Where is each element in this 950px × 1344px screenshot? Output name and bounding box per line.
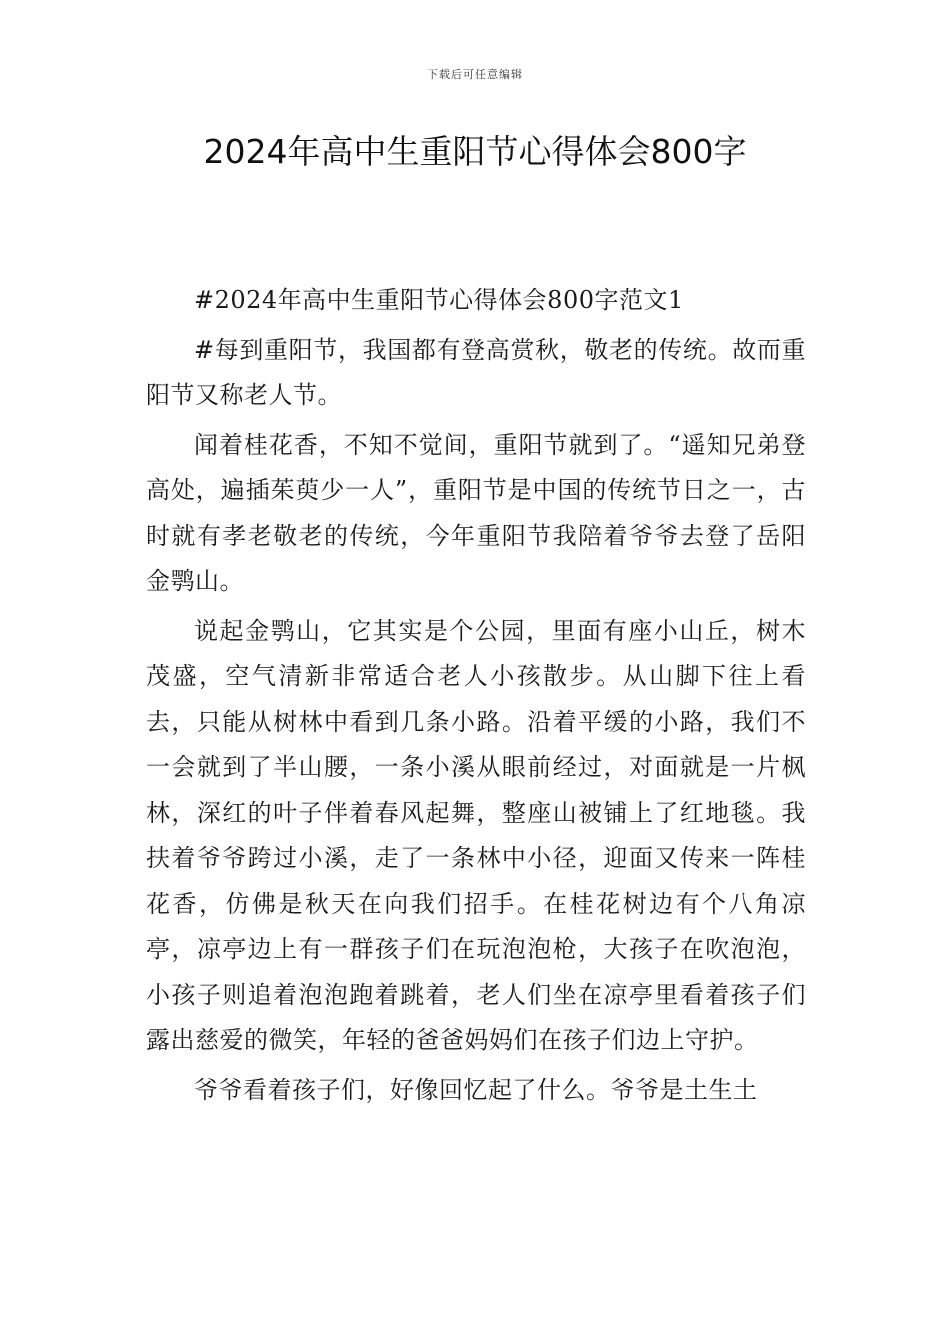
- header-note: 下载后可任意编辑: [427, 68, 523, 81]
- document-title: 2024年高中生重阳节心得体会800字: [203, 132, 747, 171]
- paragraph: #每到重阳节，我国都有登高赏秋，敬老的传统。故而重阳节又称老人节。: [146, 335, 806, 409]
- paragraph: 闻着桂花香，不知不觉间，重阳节就到了。“遥知兄弟登高处，遍插茱萸少一人”，重阳节是中国的传统节日之一，古时就有孝老敬老的传统，今年重阳节我陪着爷爷去登了岳阳金鹗山。: [146, 430, 806, 595]
- document-body: [146, 278, 806, 1113]
- paragraph-heading: #2024年高中生重阳节心得体会800字范文1: [194, 286, 684, 314]
- paragraph: 说起金鹗山，它其实是个公园，里面有座小山丘，树木茂盛，空气清新非常适合老人小孩散步。从山脚下往上看去，只能从树林中看到几条小路。沿着平缓的小路，我们不一会就到了半山腰，一条小溪从眼前经过，对面就是一片枫林，深红的叶子伴着春风起舞，整座山被铺上了红地毯。我扶着爷爷跨过小溪，走了一条林中小径，迎面又传来一阵桂花香，仿佛是秋天在向我们招手。在桂花树边有个八角凉亭，凉亭边上有一群孩子们在玩泡泡枪，大孩子在吹泡泡，小孩子则追着泡泡跑着跳着，老人们坐在凉亭里看着孩子们露出慈爱的微笑，年轻的爸爸妈妈们在孩子们边上守护。: [146, 616, 806, 1054]
- paragraph: 爷爷看着孩子们，好像回忆起了什么。爷爷是土生土: [194, 1075, 758, 1104]
